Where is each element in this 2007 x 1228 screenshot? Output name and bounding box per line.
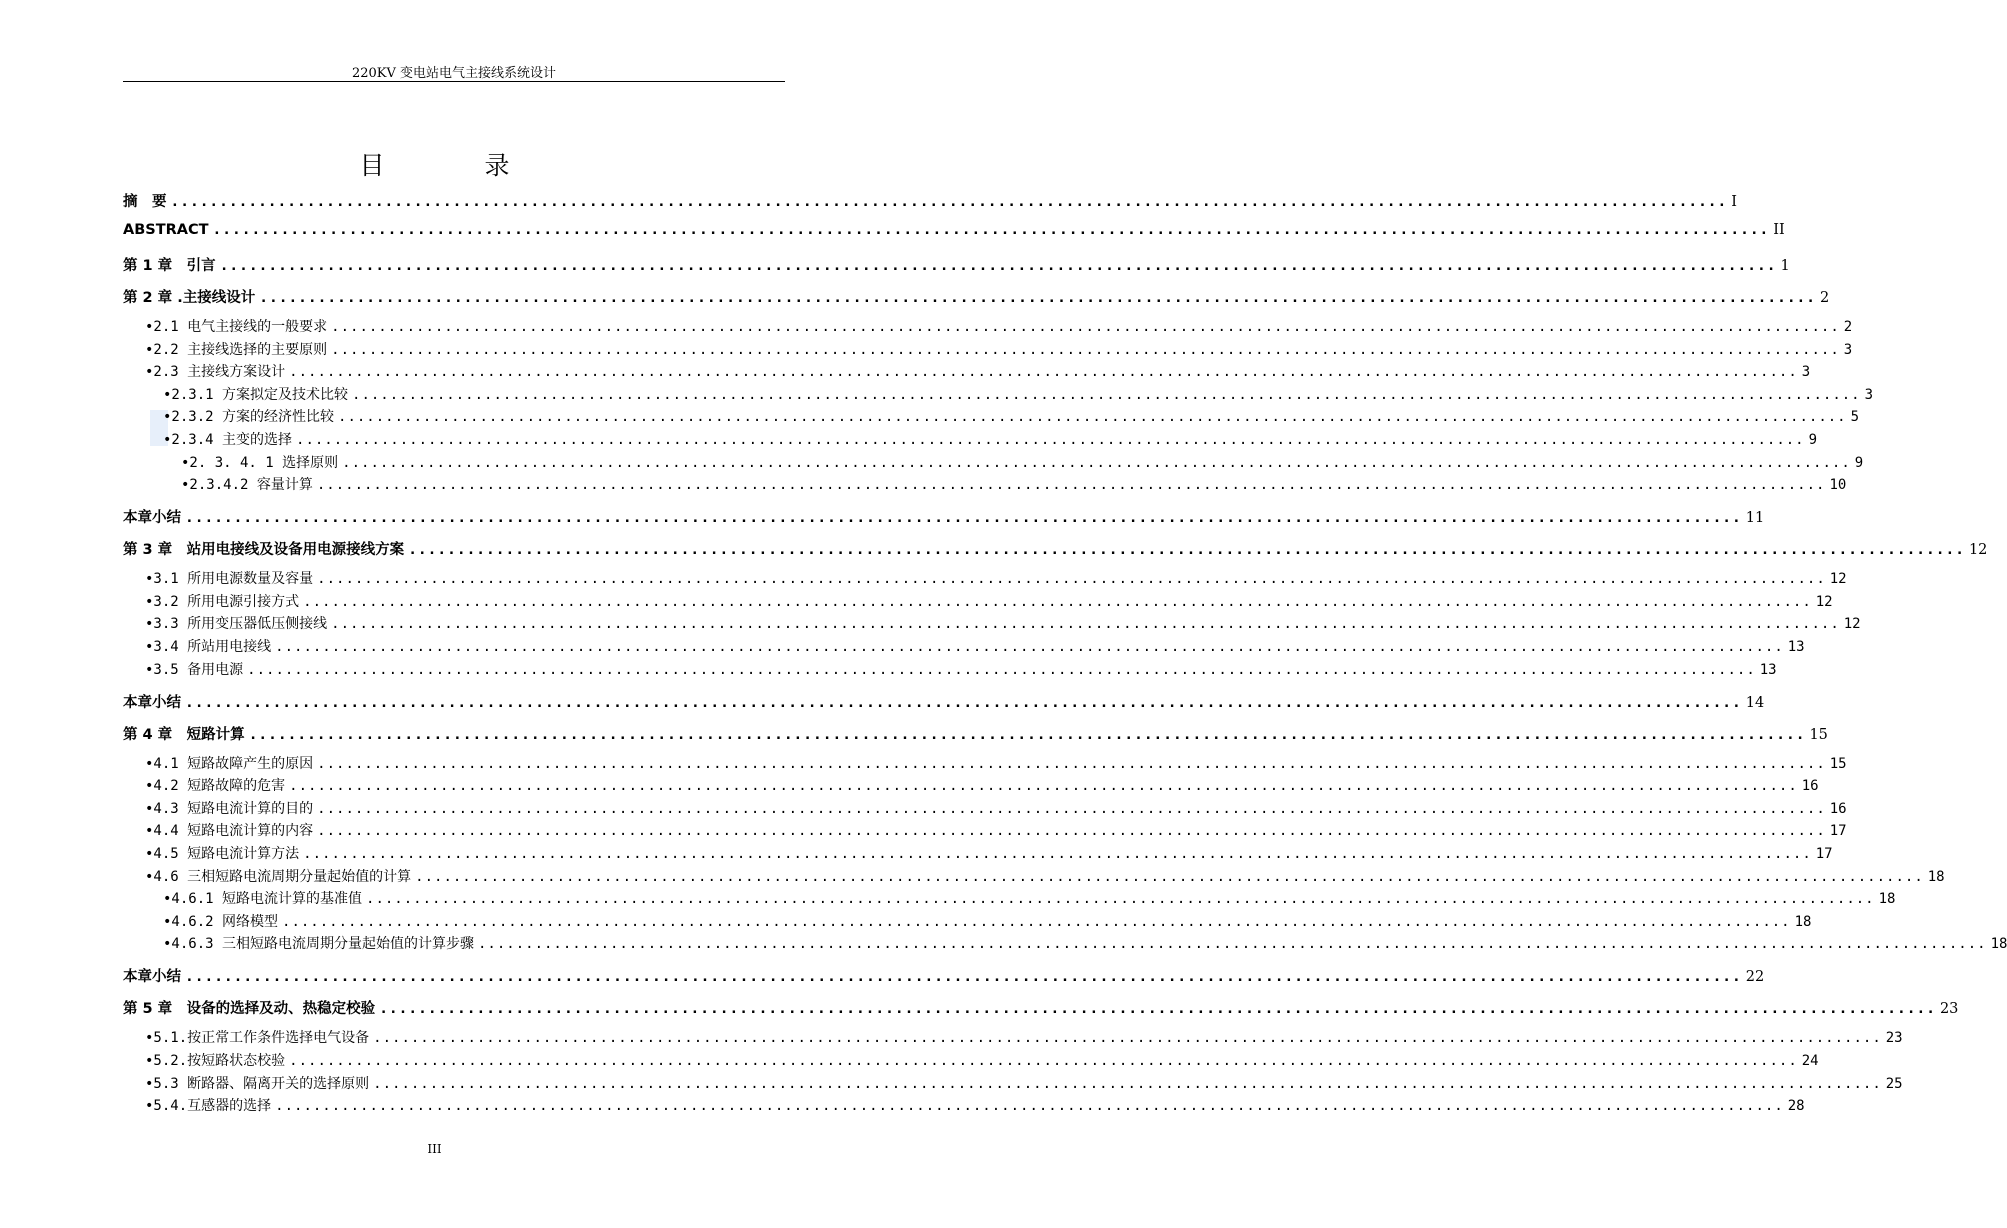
toc-leader-dots: ................................................................................................................................................................ xyxy=(373,1030,1882,1047)
toc-entry[interactable] xyxy=(145,1027,1903,1047)
toc-entry-page: 11 xyxy=(1745,510,1765,527)
toc-entry[interactable] xyxy=(163,933,2007,953)
toc-leader-dots: ................................................................................................................................................................ xyxy=(185,694,1742,711)
toc-leader-dots: ................................................................................................................................................................ xyxy=(289,778,1798,795)
page-title: 目 录 xyxy=(359,151,556,180)
toc-entry-page: 17 xyxy=(1829,823,1847,840)
toc-entry-label: •2.3.2 方案的经济性比较 xyxy=(163,409,335,426)
toc-leader-dots: ................................................................................................................................................................ xyxy=(331,341,1840,358)
toc-entry[interactable] xyxy=(145,568,1847,588)
toc-entry-page: 24 xyxy=(1801,1053,1819,1069)
toc-entry[interactable] xyxy=(163,429,1818,449)
toc-entry-label: •5.4.互感器的选择 xyxy=(145,1098,272,1115)
toc-leader-dots: ................................................................................................................................................................ xyxy=(212,222,1770,238)
toc-entry-label: •4.1 短路故障产生的原因 xyxy=(145,755,314,772)
toc-entry-label: •2.3 主接线方案设计 xyxy=(145,364,286,381)
toc-entry-page: 3 xyxy=(1843,341,1853,358)
toc-entry-label: •4.6.1 短路电流计算的基准值 xyxy=(163,891,363,908)
toc-entry-label: •5.1.按正常工作条件选择电气设备 xyxy=(145,1030,370,1047)
toc-leader-dots: ................................................................................................................................................................ xyxy=(247,661,1756,678)
toc-leader-dots: ................................................................................................................................................................ xyxy=(170,194,1728,210)
toc-entry-page: 17 xyxy=(1815,846,1833,862)
toc-leader-dots: ................................................................................................................................................................ xyxy=(303,846,1812,862)
toc-entry-page: 1 xyxy=(1780,258,1790,274)
toc-leader-dots: ................................................................................................................................................................ xyxy=(296,432,1805,448)
toc-entry[interactable] xyxy=(145,361,1811,381)
toc-entry-page: 15 xyxy=(1809,726,1828,743)
toc-entry-label: •4.2 短路故障的危害 xyxy=(145,778,286,795)
toc-leader-dots: ................................................................................................................................................................ xyxy=(303,593,1812,610)
toc-entry-label: 本章小结 xyxy=(123,969,181,986)
toc-entry[interactable] xyxy=(145,753,1847,773)
toc-entry[interactable] xyxy=(145,613,1861,633)
toc-entry[interactable] xyxy=(163,384,1874,404)
toc-entry[interactable] xyxy=(145,339,1853,359)
toc-entry[interactable] xyxy=(181,452,1864,472)
toc-entry-label: •2.3.4.2 容量计算 xyxy=(181,477,313,494)
toc-leader-dots: ................................................................................................................................................................ xyxy=(317,823,1826,840)
page-number: III xyxy=(427,1142,442,1156)
toc-leader-dots: ................................................................................................................................................................ xyxy=(275,639,1784,655)
toc-entry-label: •3.4 所站用电接线 xyxy=(145,639,272,655)
toc-entry-page: 13 xyxy=(1759,661,1777,678)
toc-entry-page: 25 xyxy=(1885,1075,1903,1092)
toc-entry[interactable] xyxy=(145,798,1847,818)
toc-entry-page: II xyxy=(1773,222,1785,238)
toc-entry[interactable] xyxy=(145,820,1847,840)
toc-entry-label: 第 3 章 站用电接线及设备用电源接线方案 xyxy=(123,542,405,559)
toc-entry[interactable] xyxy=(123,254,1790,274)
toc-entry[interactable] xyxy=(123,190,1737,210)
toc-entry-page: 3 xyxy=(1801,364,1811,381)
toc-leader-dots: ................................................................................................................................................................ xyxy=(373,1075,1882,1092)
toc-entry-label: •3.3 所用变压器低压侧接线 xyxy=(145,616,328,633)
toc-entry-label: •4.6.2 网络模型 xyxy=(163,913,279,930)
toc-entry[interactable] xyxy=(163,406,1860,426)
toc-leader-dots: ................................................................................................................................................................ xyxy=(219,258,1777,274)
toc-leader-dots: ................................................................................................................................................................ xyxy=(408,542,1965,559)
toc-leader-dots: ................................................................................................................................................................ xyxy=(317,755,1826,772)
toc-entry[interactable] xyxy=(145,1095,1805,1115)
toc-entry-page: 28 xyxy=(1787,1098,1805,1115)
toc-entry-label: 本章小结 xyxy=(123,694,181,711)
toc-entry-label: •5.3 断路器、隔离开关的选择原则 xyxy=(145,1075,370,1092)
toc-entry[interactable] xyxy=(123,538,1988,559)
toc-entry-page: 16 xyxy=(1801,778,1819,795)
toc-leader-dots: ................................................................................................................................................................ xyxy=(331,616,1840,633)
toc-entry[interactable] xyxy=(123,222,1785,242)
toc-entry[interactable] xyxy=(123,997,1959,1018)
toc-entry-label: 第 2 章 .主接线设计 xyxy=(123,290,256,306)
toc-entry[interactable] xyxy=(145,1050,1819,1070)
toc-entry[interactable] xyxy=(181,474,1847,494)
toc-leader-dots: ................................................................................................................................................................ xyxy=(338,409,1847,426)
toc-entry-label: •4.5 短路电流计算方法 xyxy=(145,846,300,862)
toc-leader-dots: ................................................................................................................................................................ xyxy=(366,891,1875,908)
toc-entry-page: 23 xyxy=(1885,1030,1903,1047)
toc-entry[interactable] xyxy=(163,888,1896,908)
toc-entry[interactable] xyxy=(145,316,1853,336)
toc-entry-page: 3 xyxy=(1864,386,1874,403)
toc-entry-label: •2.2 主接线选择的主要原则 xyxy=(145,341,328,358)
toc-entry[interactable] xyxy=(145,775,1819,795)
toc-leader-dots: ................................................................................................................................................................ xyxy=(331,319,1840,335)
toc-entry-label: •2.1 电气主接线的一般要求 xyxy=(145,319,328,335)
toc-entry[interactable] xyxy=(145,636,1805,656)
toc-leader-dots: ................................................................................................................................................................ xyxy=(379,1001,1936,1018)
toc-entry-label: ABSTRACT xyxy=(123,222,209,238)
toc-entry-page: 13 xyxy=(1787,639,1805,655)
toc-leader-dots: ................................................................................................................................................................ xyxy=(275,1098,1784,1115)
toc-entry-page: 18 xyxy=(1878,891,1896,908)
toc-entry-page: 22 xyxy=(1745,969,1765,986)
toc-leader-dots: ................................................................................................................................................................ xyxy=(316,477,1826,494)
header-rule xyxy=(123,81,785,82)
toc-entry[interactable] xyxy=(145,591,1833,611)
toc-entry-label: 摘 要 xyxy=(123,194,167,210)
toc-leader-dots: ................................................................................................................................................................ xyxy=(185,969,1742,986)
toc-entry[interactable] xyxy=(163,911,1812,931)
toc-entry-page: 18 xyxy=(1927,868,1945,885)
toc-entry-page: 12 xyxy=(1815,593,1833,610)
toc-leader-dots: ................................................................................................................................................................ xyxy=(282,913,1791,930)
toc-entry-label: 第 5 章 设备的选择及动、热稳定校验 xyxy=(123,1001,376,1018)
toc-entry-label: •2.3.4 主变的选择 xyxy=(163,432,293,448)
toc-entry-page: 5 xyxy=(1850,409,1860,426)
toc-leader-dots: ................................................................................................................................................................ xyxy=(352,386,1861,403)
toc-entry-page: 2 xyxy=(1820,290,1830,306)
toc-entry-label: 第 1 章 引言 xyxy=(123,258,216,274)
toc-entry-page: 12 xyxy=(1968,542,1988,559)
toc-entry-page: 16 xyxy=(1829,800,1847,817)
toc-entry-page: 14 xyxy=(1745,694,1765,711)
toc-entry-page: I xyxy=(1731,194,1737,210)
toc-entry-page: 18 xyxy=(1990,936,2007,953)
toc-entry[interactable] xyxy=(123,723,1828,743)
toc-entry-label: •5.2.按短路状态校验 xyxy=(145,1053,286,1069)
toc-entry-page: 9 xyxy=(1808,432,1818,448)
toc-entry[interactable] xyxy=(145,866,1945,886)
toc-entry[interactable] xyxy=(145,1073,1903,1093)
toc-entry-label: •3.2 所用电源引接方式 xyxy=(145,593,300,610)
toc-entry-page: 18 xyxy=(1794,913,1812,930)
toc-entry-label: •4.4 短路电流计算的内容 xyxy=(145,823,314,840)
toc-entry[interactable] xyxy=(145,843,1833,863)
toc-leader-dots: ................................................................................................................................................................ xyxy=(185,510,1742,527)
running-header: 220KV 变电站电气主接线系统设计 xyxy=(351,66,557,81)
toc-entry[interactable] xyxy=(145,659,1777,679)
toc-entry[interactable] xyxy=(123,691,1765,711)
toc-leader-dots: ................................................................................................................................................................ xyxy=(415,868,1924,885)
toc-leader-dots: ................................................................................................................................................................ xyxy=(478,936,1987,953)
toc-leader-dots: ................................................................................................................................................................ xyxy=(317,800,1826,817)
toc-leader-dots: ................................................................................................................................................................ xyxy=(248,726,1806,743)
toc-entry-label: 本章小结 xyxy=(123,510,181,527)
toc-entry-page: 15 xyxy=(1829,755,1847,772)
toc-entry-label: •4.3 短路电流计算的目的 xyxy=(145,800,314,817)
toc-entry[interactable] xyxy=(123,286,1830,306)
toc-leader-dots: ................................................................................................................................................................ xyxy=(342,454,1851,471)
toc-leader-dots: ................................................................................................................................................................ xyxy=(289,364,1798,381)
toc-entry-page: 23 xyxy=(1939,1001,1959,1018)
toc-entry-label: •4.6.3 三相短路电流周期分量起始值的计算步骤 xyxy=(163,936,474,953)
toc-entry-label: •4.6 三相短路电流周期分量起始值的计算 xyxy=(145,868,412,885)
toc-entry-page: 9 xyxy=(1854,454,1864,471)
toc-leader-dots: ................................................................................................................................................................ xyxy=(259,290,1817,306)
toc-entry-label: •2. 3. 4. 1 选择原则 xyxy=(181,454,339,471)
toc-leader-dots: ................................................................................................................................................................ xyxy=(289,1053,1798,1069)
toc-entry-page: 12 xyxy=(1843,616,1861,633)
toc-entry-label: •3.5 备用电源 xyxy=(145,661,244,678)
toc-entry-label: •3.1 所用电源数量及容量 xyxy=(145,571,314,588)
toc-entry-page: 2 xyxy=(1843,319,1853,335)
toc-entry-label: 第 4 章 短路计算 xyxy=(123,726,245,743)
toc-entry-page: 10 xyxy=(1829,477,1847,494)
toc-entry[interactable] xyxy=(123,506,1765,527)
toc-entry[interactable] xyxy=(123,965,1765,986)
toc-entry-label: •2.3.1 方案拟定及技术比较 xyxy=(163,386,349,403)
toc-leader-dots: ................................................................................................................................................................ xyxy=(317,571,1826,588)
toc-entry-page: 12 xyxy=(1829,571,1847,588)
